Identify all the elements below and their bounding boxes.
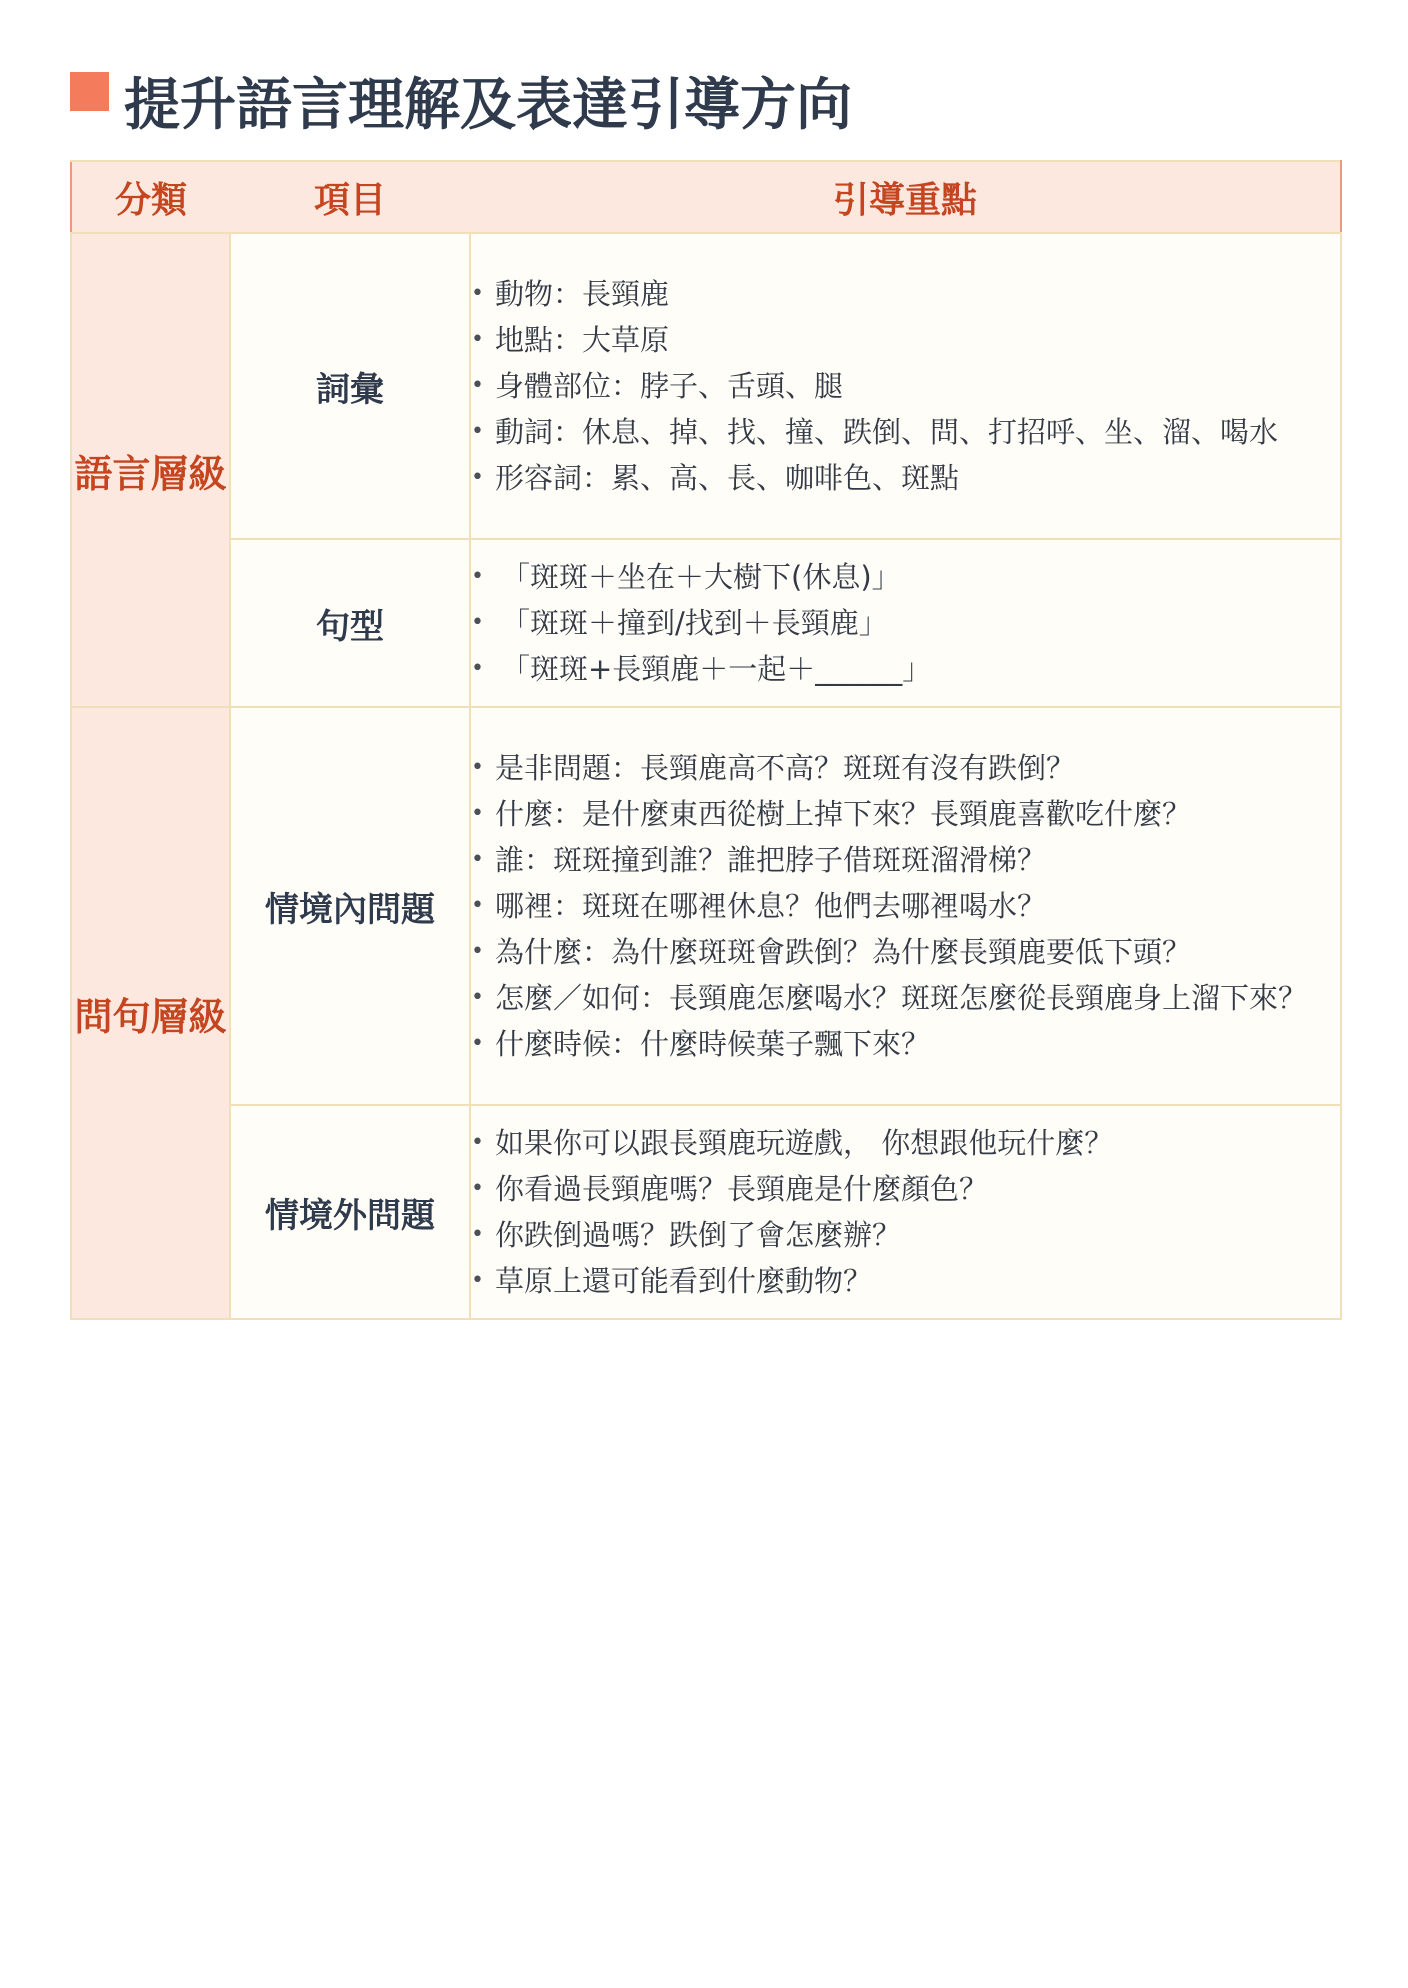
category-language-level: 語言層級 [71, 233, 230, 707]
table-row-sentence-pattern [71, 539, 1341, 707]
page-title: 提升語言理解及表達引導方向 [124, 73, 852, 138]
list-item: • 草原上還可能看到什麼動物？ [471, 1258, 1340, 1304]
header-category: 分類 [71, 161, 230, 233]
focus-out-of-context-questions [470, 1105, 1341, 1319]
item-sentence-pattern: 句型 [230, 539, 470, 707]
table-header-row [71, 161, 1341, 233]
points-list [471, 745, 1340, 1067]
list-item: • 動物：長頸鹿 [471, 271, 1340, 317]
table-row-in-context [71, 707, 1341, 1105]
table-row-vocabulary [71, 233, 1341, 539]
list-item: • 為什麼：為什麼斑斑會跌倒？為什麼長頸鹿要低下頭？ [471, 929, 1340, 975]
category-question-level: 問句層級 [71, 707, 230, 1319]
header-item: 項目 [230, 161, 470, 233]
focus-in-context-questions [470, 707, 1341, 1105]
list-item: • 如果你可以跟長頸鹿玩遊戲， 你想跟他玩什麼？ [471, 1120, 1340, 1166]
page-header [70, 68, 1340, 148]
guide-table [70, 160, 1342, 1320]
list-item: • 什麼時候：什麼時候葉子飄下來？ [471, 1021, 1340, 1067]
list-item: • 是非問題：長頸鹿高不高？斑斑有沒有跌倒？ [471, 745, 1340, 791]
item-out-of-context-questions: 情境外問題 [230, 1105, 470, 1319]
focus-vocabulary [470, 233, 1341, 539]
list-item: • 你看過長頸鹿嗎？長頸鹿是什麼顏色？ [471, 1166, 1340, 1212]
points-list [471, 1120, 1340, 1304]
list-item: • 形容詞：累、高、長、咖啡色、斑點 [471, 455, 1340, 501]
table-row-out-of-context [71, 1105, 1341, 1319]
points-list [471, 554, 1340, 692]
list-item: • 地點：大草原 [471, 317, 1340, 363]
item-vocabulary: 詞彙 [230, 233, 470, 539]
list-item: • 動詞：休息、掉、找、撞、跌倒、問、打招呼、坐、溜、喝水 [471, 409, 1340, 455]
list-item: • 你跌倒過嗎？跌倒了會怎麼辦？ [471, 1212, 1340, 1258]
list-item: • 「斑斑＋坐在＋大樹下(休息)」 [471, 554, 1340, 600]
list-item: • 「斑斑+長頸鹿＋一起＋______」 [471, 646, 1340, 692]
header-focus: 引導重點 [470, 161, 1341, 233]
list-item: • 誰：斑斑撞到誰？誰把脖子借斑斑溜滑梯？ [471, 837, 1340, 883]
list-item: • 身體部位：脖子、舌頭、腿 [471, 363, 1340, 409]
item-in-context-questions: 情境內問題 [230, 707, 470, 1105]
list-item: • 什麼：是什麼東西從樹上掉下來？長頸鹿喜歡吃什麼？ [471, 791, 1340, 837]
list-item: • 怎麼／如何：長頸鹿怎麼喝水？斑斑怎麼從長頸鹿身上溜下來？ [471, 975, 1340, 1021]
focus-sentence-pattern [470, 539, 1341, 707]
list-item: • 「斑斑＋撞到/找到＋長頸鹿」 [471, 600, 1340, 646]
list-item: • 哪裡：斑斑在哪裡休息？他們去哪裡喝水？ [471, 883, 1340, 929]
title-accent-square [70, 72, 109, 111]
points-list [471, 271, 1340, 501]
